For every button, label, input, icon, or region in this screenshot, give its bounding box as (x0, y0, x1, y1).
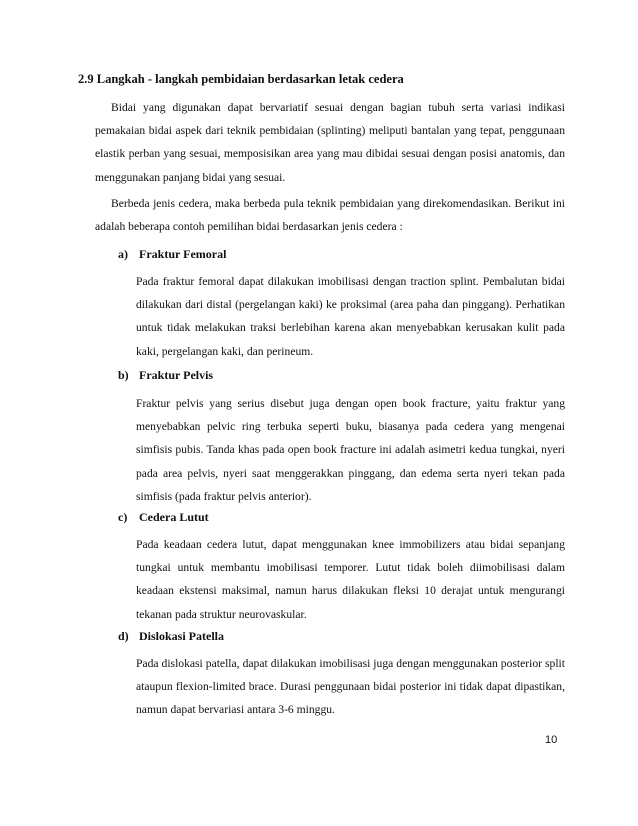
item-heading-knee (118, 510, 209, 525)
item-body-pelvis: Fraktur pelvis yang serius disebut juga dengan open book fracture, yaitu fraktur yang menyebabkan pelvic ring terbuka seperti buku, biasanya pada cedera yang mengenai simfisis pubis. Tanda khas pada open book fracture ini adalah asimetri kedua tungkai, nyeri pada area pelvis, nyeri saat menggerakkan pinggang, dan edema serta nyeri tekan pada simfisis (pada fraktur pelvis anterior). (136, 397, 565, 503)
item-label: a) (118, 247, 128, 261)
item-body-knee: Pada keadaan cedera lutut, dapat menggunakan knee immobilizers atau bidai sepanjang tungkai untuk membantu imobilisasi temporer. Lutut tidak boleh diimobilisasi dalam keadaan ekstensi maksimal, namun harus dilakukan fleksi 10 derajat untuk mengurangi tekanan pada struktur neurovaskular. (136, 538, 565, 621)
item-label: d) (118, 629, 129, 643)
item-title: Cedera Lutut (139, 510, 209, 524)
item-title: Fraktur Femoral (139, 247, 227, 261)
section-heading: 2.9 Langkah - langkah pembidaian berdasarkan letak cedera (78, 72, 404, 86)
item-title: Dislokasi Patella (139, 629, 225, 643)
item-body-femoral: Pada fraktur femoral dapat dilakukan imobilisasi dengan traction splint. Pembalutan bidai dilakukan dari distal (pergelangan kaki) ke proksimal (area paha dan pinggang). Perhatikan untuk tidak melakukan traksi berlebihan karena akan menyebabkan kerusakan kulit pada kaki, pergelangan kaki, dan perineum. (136, 275, 565, 358)
item-title: Fraktur Pelvis (139, 368, 214, 382)
item-heading-pelvis (118, 368, 213, 383)
intro-paragraph-2: Berbeda jenis cedera, maka berbeda pula teknik pembidaian yang direkomendasikan. Berikut ini adalah beberapa contoh pemilihan bidai berdasarkan jenis cedera : (95, 197, 565, 234)
item-heading-patella (118, 629, 224, 644)
item-label: c) (118, 510, 128, 524)
page-number: 10 (545, 734, 558, 746)
item-body-patella: Pada dislokasi patella, dapat dilakukan imobilisasi juga dengan menggunakan posterior split ataupun flexion-limited brace. Durasi penggunaan bidai posterior ini tidak dapat dipastikan, namun dapat bervariasi antara 3-6 minggu. (136, 657, 565, 717)
item-heading-femoral (118, 247, 226, 262)
intro-paragraph-1: Bidai yang digunakan dapat bervariatif sesuai dengan bagian tubuh serta variasi indikasi pemakaian bidai aspek dari teknik pembidaian (splinting) meliputi bantalan yang tepat, penggunaan elastik perban yang sesuai, memposisikan area yang mau dibidai sesuai dengan posisi anatomis, dan menggunakan panjang bidai yang sesuai. (95, 101, 565, 184)
item-label: b) (118, 368, 129, 382)
